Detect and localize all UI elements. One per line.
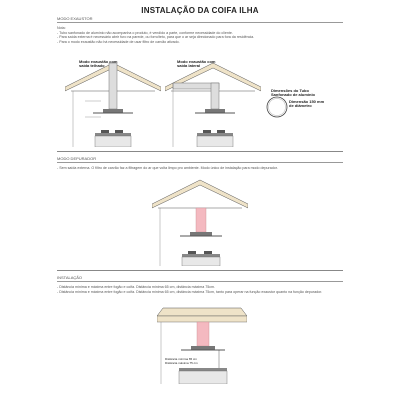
distance-max-label: Distância máxima 75 cm [165, 361, 198, 365]
section-modo-exaustor [57, 16, 343, 44]
section-heading: MODO DEPURADOR [57, 156, 343, 163]
tube-circle-icon [264, 94, 290, 120]
document-page [57, 4, 343, 396]
note-line: - Tubo sanfonado de alumínio não acompanha o produto, é vendido a parte, conforme necessidade do cliente. [57, 30, 233, 35]
diagram-depurador [152, 174, 248, 266]
diagram-left-label: Modo exaustão com saída telhado [79, 59, 118, 69]
note-line: - Para saída externa é necessário abrir furo na parede, ou forro/teto, para que o ar seja direcionado para fora da residência. [57, 35, 255, 40]
distance-min-label: Distância mínima 65 cm [165, 357, 198, 361]
section-heading: INSTALAÇÃO [57, 275, 343, 282]
section-modo-depurador [57, 156, 343, 171]
note-line: - Sem saída externa. O filtro de carvão faz a filtragem do ar que volta limpo pro ambiente. Modo único de instalação para modo depurador. [57, 166, 278, 170]
diagram-installation [157, 304, 247, 384]
diagram-exhaust-lateral [165, 57, 261, 147]
tube-dimension: Dimensão 150 mm de diâmetro [289, 99, 325, 109]
tube-label: Dimensões do Tubo Sanfonado de alumínio [271, 88, 316, 98]
section-heading: MODO EXAUSTOR [57, 16, 343, 23]
diagram-right-label: Modo exaustão com saída lateral [177, 59, 216, 69]
distance-labels [165, 357, 198, 365]
section-instalacao [57, 275, 343, 294]
page-title: INSTALAÇÃO DA COIFA ILHA [141, 6, 259, 15]
note-line: - Distância mínima e máxima entre fogão e coifa. Distância mínima 65 cm, distância máxima 75cm. [57, 285, 215, 289]
note-line: - Para o modo exaustão não há necessidade de usar filtro de carvão ativado. [57, 39, 180, 44]
notes-label: Nota: [57, 26, 66, 30]
section-divider [57, 151, 343, 152]
note-line: - Distância mínima e máxima entre fogão e coifa. Distância mínima 65 cm, distância máxima 75cm, tanto para operar na função exaustor quanto na função depurador. [57, 289, 323, 294]
diagram-exhaust-roof [65, 57, 161, 147]
section-divider [57, 270, 343, 271]
